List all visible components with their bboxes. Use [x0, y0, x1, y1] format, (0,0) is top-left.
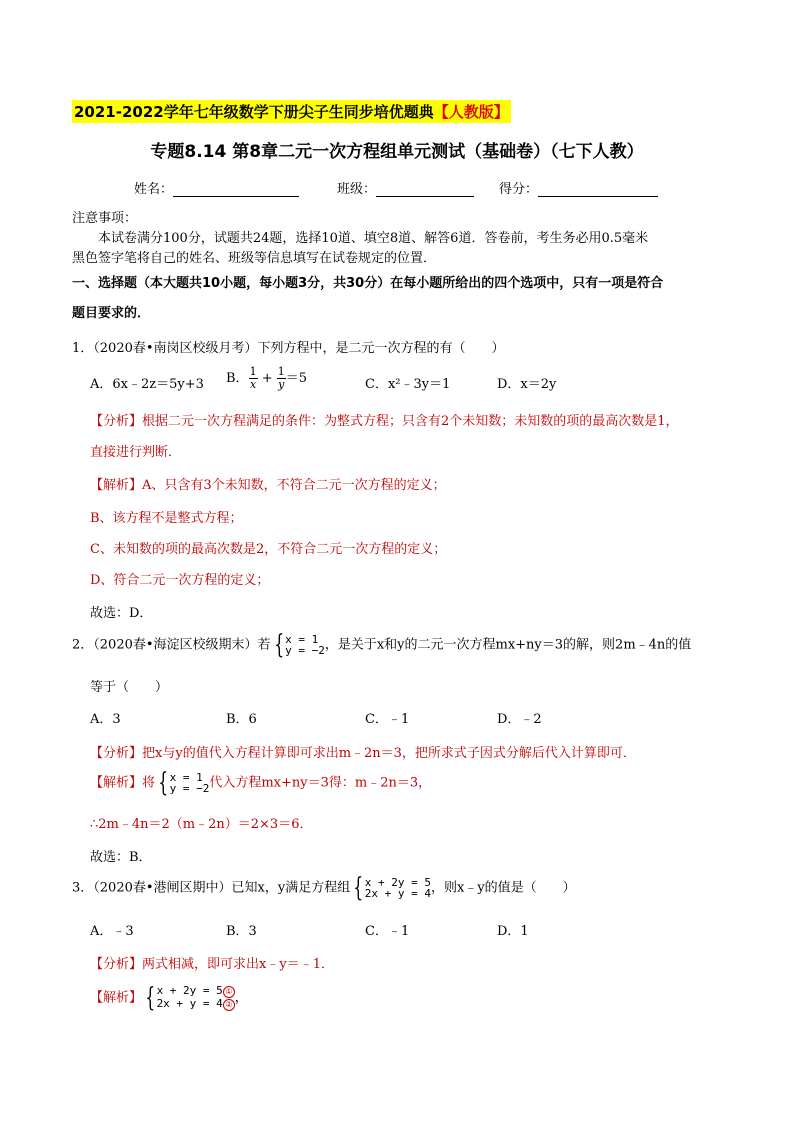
- q2-solution-2: ∴2m﹣4n＝2（m﹣2n）＝2×3＝6．: [90, 817, 313, 832]
- name-blank[interactable]: [173, 182, 299, 197]
- equation-mark-1: ①: [223, 986, 235, 998]
- q3-solution-system: { x + 2y = 5 ① 2x + y = 4 ②: [142, 985, 235, 1011]
- notes-line2: 黑色签字笔将自己的姓名、班级等信息填写在试卷规定的位置．: [72, 251, 437, 266]
- q1-answer: 故选：D．: [90, 606, 153, 621]
- q3-system: { x + 2y = 5 2x + y = 4: [353, 873, 431, 903]
- q1-analysis-cont: 直接进行判断．: [90, 445, 182, 460]
- notes-label: 注意事项：: [72, 211, 138, 226]
- class-label: 班级：: [337, 182, 377, 197]
- q2-answer: 故选：B．: [90, 850, 152, 865]
- q3-stem: 3．（2020春•港闸区期中）已知x，y满足方程组 { x + 2y = 5 2x + y = 4 ，则x﹣y的值是（ ）: [72, 873, 576, 903]
- q1-analysis: 【分析】根据二元一次方程满足的条件：为整式方程；只含有2个未知数；未知数的项的最高次数是1，: [90, 414, 679, 429]
- class-field: [337, 178, 474, 197]
- name-field: [134, 178, 299, 197]
- q1-solution-2: B、该方程不是整式方程；: [90, 511, 243, 526]
- equation-mark-2: ②: [223, 999, 235, 1011]
- q1-stem: 1．（2020春•南岗区校级月考）下列方程中，是二元一次方程的有（ ）: [72, 341, 505, 356]
- q1-solution-3: C、未知数的项的最高次数是2，不符合二元一次方程的定义；: [90, 542, 447, 557]
- series-banner: [72, 100, 511, 123]
- score-blank[interactable]: [538, 182, 658, 197]
- q1-option-c[interactable]: C．x²﹣3y＝1: [365, 377, 451, 392]
- q1-solution-4: D、符合二元一次方程的定义；: [90, 573, 270, 588]
- q1-solution-1: 【解析】A、只含有3个未知数，不符合二元一次方程的定义；: [90, 478, 446, 493]
- q1-option-a[interactable]: A．6x﹣2z＝5y+3: [90, 377, 204, 392]
- q2-stem-cont: 等于（ ）: [90, 680, 169, 695]
- q2-option-a[interactable]: A．3: [90, 712, 121, 727]
- score-label: 得分：: [499, 182, 539, 197]
- q2-option-b[interactable]: B．6: [226, 712, 257, 727]
- section1-heading: 一、选择题（本大题共10小题，每小题3分，共30分）在每小题所给出的四个选项中，只有一项是符合: [72, 276, 664, 291]
- edition-tag: 【人教版】: [433, 103, 509, 121]
- q3-analysis: 【分析】两式相减，即可求出x﹣y＝﹣1．: [90, 957, 334, 972]
- name-label: 姓名：: [134, 182, 174, 197]
- q2-stem: 2．（2020春•海淀区校级期末）若 { x = 1 y = −2 ，是关于x和y的二元一次方程mx+ny＝3的解，则2m﹣4n的值: [72, 630, 692, 660]
- q2-analysis: 【分析】把x与y的值代入方程计算即可求出m﹣2n＝3，把所求式子因式分解后代入计算即可．: [90, 746, 636, 761]
- notes-line1: 本试卷满分100分，试题共24题，选择10道、填空8道、解答6道．答卷前，考生务必用0.5毫米: [98, 231, 649, 246]
- q3-option-d[interactable]: D．1: [497, 924, 529, 939]
- q3-option-c[interactable]: C．﹣1: [365, 924, 410, 939]
- q3-option-a[interactable]: A．﹣3: [90, 924, 134, 939]
- q2-system: { x = 1 y = −2: [273, 630, 325, 660]
- q2-option-c[interactable]: C．﹣1: [365, 712, 410, 727]
- q1-option-d[interactable]: D．x＝2y: [497, 377, 557, 392]
- q2-solution-1: 【解析】将 { x = 1 y = −2 代入方程mx+ny＝3得：m﹣2n＝3，: [90, 768, 432, 798]
- q3-option-b[interactable]: B．3: [226, 924, 257, 939]
- score-field: [499, 178, 658, 197]
- q2-option-d[interactable]: D．﹣2: [497, 712, 542, 727]
- series-text: 2021-2022学年七年级数学下册尖子生同步培优题典: [74, 103, 434, 121]
- class-blank[interactable]: [376, 182, 474, 197]
- q1-option-b[interactable]: B． $\frac{1}{x}$ + $\frac{1}{y}$ ＝5: [226, 365, 308, 391]
- section1-heading-cont: 题目要求的．: [72, 306, 151, 321]
- q3-solution: 【解析】 { x + 2y = 5 ① 2x + y = 4 ② ，: [90, 983, 248, 1013]
- q2-solution-system: { x = 1 y = −2: [158, 768, 210, 798]
- page-title: 专题8.14 第8章二元一次方程组单元测试（基础卷）（七下人教）: [150, 142, 644, 162]
